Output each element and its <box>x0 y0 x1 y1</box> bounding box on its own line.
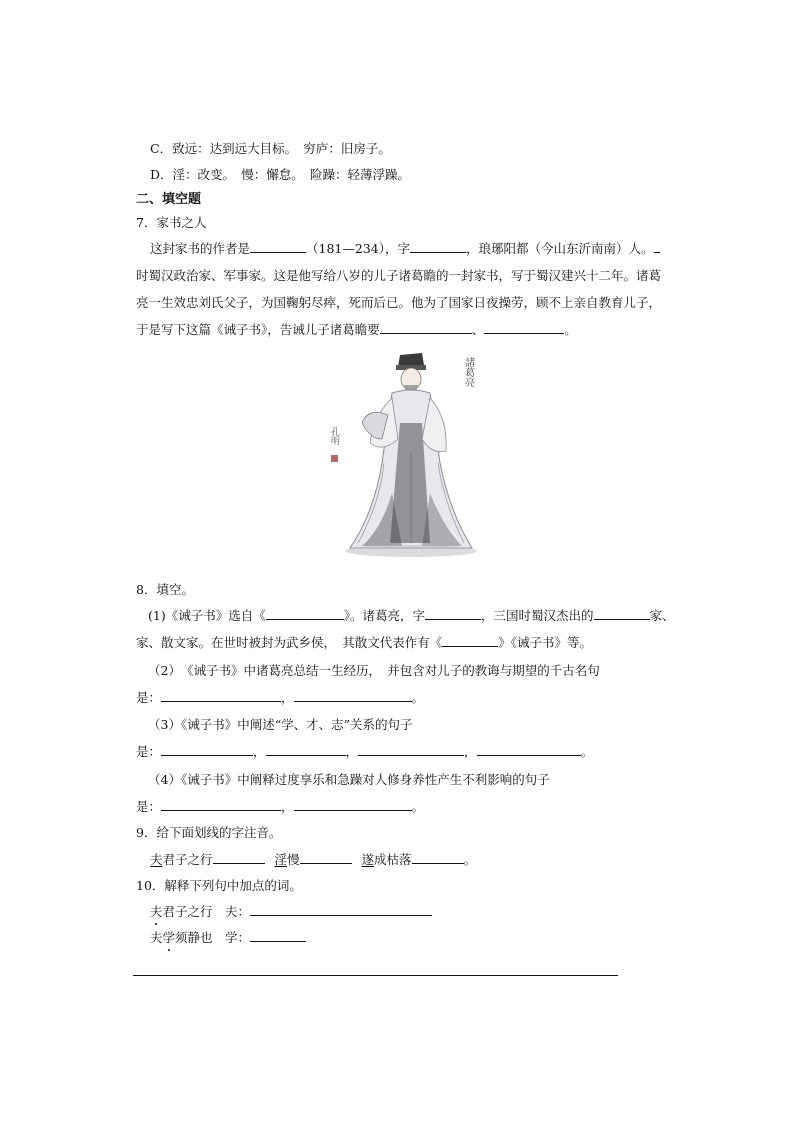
q7-text: 这封家书的作者是 <box>150 241 251 256</box>
q9-text: 慢 <box>287 852 300 867</box>
q8-blank-3d[interactable] <box>477 743 581 756</box>
q8-text: 。 <box>580 744 594 759</box>
q8-sub4: （4）《诫子书》中阐释过度享乐和急躁对人修身养性产生不利影响的句子 <box>148 772 550 787</box>
q8-text: ，三国时蜀汉杰出的 <box>480 608 594 623</box>
q9-underlined-char: 淫 <box>274 852 288 867</box>
q8-sub3: （3）《诫子书》中阐述“学、才、志”关系的句子 <box>148 717 413 732</box>
portrait-inscription-left: 孔明 <box>329 427 339 445</box>
q10-title: 10．解释下列句中加点的词。 <box>136 878 302 893</box>
q10-dotted-char: 学 <box>162 930 176 945</box>
q8-text: 。 <box>411 799 425 814</box>
q8-text: 是： <box>136 799 162 814</box>
q8-blank-role[interactable] <box>594 607 650 620</box>
q9-text: 君子之行 <box>162 852 213 867</box>
q8-sub1-line1 <box>148 606 675 624</box>
q9-blank-2[interactable] <box>300 851 352 864</box>
q8-text: 。 <box>411 690 425 705</box>
q9-words <box>150 850 476 868</box>
q8-blank-source[interactable] <box>266 607 344 620</box>
q9-blank-3[interactable] <box>412 851 464 864</box>
q7-text: 于是写下这篇《诫子书》，告诫儿子诸葛瞻要 <box>136 322 380 337</box>
q8-sub2: （2） 《诫子书》中诸葛亮总结一生经历， 并包含对儿子的教诲与期望的千古名句 <box>148 663 600 678</box>
q7-blank-zi[interactable] <box>410 240 466 253</box>
q7-title: 7．家书之人 <box>136 215 207 230</box>
q8-text: ， <box>281 799 294 814</box>
q8-blank-2b[interactable] <box>294 689 412 702</box>
option-c: C．致远：达到远大目标。 穷庐：旧房子。 <box>150 141 391 156</box>
q7-text: ，琅琊阳都（今山东沂南南）人。 <box>465 241 654 256</box>
q9-blank-1[interactable] <box>213 851 265 864</box>
q9-underlined-char: 遂 <box>361 852 375 867</box>
option-d: D．淫：改变。 慢：懈怠。 险躁：轻薄浮躁。 <box>150 167 411 182</box>
q9-text: 。 <box>463 852 477 867</box>
portrait-inscription-right: 諸葛亮 <box>462 357 474 387</box>
q7-blank-2[interactable] <box>484 321 564 334</box>
q8-sub4-answer <box>136 797 424 815</box>
q7-text: （181—234），字 <box>306 241 410 256</box>
q7-line-2: 时蜀汉政治家、军事家。这是他写给八岁的儿子诸葛瞻的一封家书，写于蜀汉建兴十二年。诸葛 <box>136 268 662 283</box>
q10-blank-2[interactable] <box>250 929 306 942</box>
q8-blank-3b[interactable] <box>266 743 346 756</box>
section-title: 二、填空题 <box>136 192 202 207</box>
q9-text: 成枯落 <box>374 852 412 867</box>
q10-text: 夫 <box>150 930 163 945</box>
q7-text: 、 <box>471 322 485 337</box>
q10-dotted-char: 夫 <box>150 904 163 919</box>
portrait-seal-stamp <box>331 455 338 462</box>
q8-text: ， <box>345 744 359 759</box>
q8-text: (1)《诫子书》选自《 <box>148 608 266 623</box>
q8-text: 》。诸葛亮，字 <box>343 608 425 623</box>
q8-blank-4a[interactable] <box>161 798 281 811</box>
zhuge-liang-portrait <box>322 343 492 568</box>
q8-text: ， <box>464 744 477 759</box>
q10-text: 须静也 学： <box>175 930 251 945</box>
q8-title: 8．填空。 <box>136 582 194 597</box>
q7-blank-author[interactable] <box>250 240 306 253</box>
q10-text: 君子之行 夫： <box>162 904 251 919</box>
q8-text: ， <box>281 690 294 705</box>
q7-line-4 <box>136 320 577 338</box>
q8-text: 》《诫子书》等。 <box>498 635 593 650</box>
q8-text: 家、 <box>649 608 675 623</box>
q10-blank-1[interactable] <box>250 903 432 916</box>
q10-row-2 <box>150 928 306 946</box>
q8-sub3-answer <box>136 742 593 760</box>
q8-blank-work[interactable] <box>442 634 498 647</box>
q8-text: 是： <box>136 690 162 705</box>
q8-text: 家、散文家。在世时被封为武乡侯， 其散文代表作有《 <box>136 635 443 650</box>
q10-row-1 <box>150 902 432 920</box>
q8-sub2-answer <box>136 688 424 706</box>
q8-blank-2a[interactable] <box>161 689 281 702</box>
q8-text: 是： <box>136 744 162 759</box>
q8-blank-3a[interactable] <box>161 743 253 756</box>
q7-blank-1[interactable] <box>380 321 472 334</box>
q8-sub1-line2 <box>136 633 592 651</box>
q9-title: 9．给下面划线的字注音。 <box>136 825 282 840</box>
q8-blank-zi[interactable] <box>425 607 481 620</box>
q7-text: 。 <box>564 322 577 337</box>
page-bottom-rule <box>133 975 618 976</box>
q7-blank-dynasty[interactable] <box>654 240 660 253</box>
q8-blank-4b[interactable] <box>294 798 412 811</box>
q8-text: ， <box>253 744 266 759</box>
q7-line-3: 亮一生效忠刘氏父子，为国鞠躬尽瘁，死而后已。他为了国家日夜操劳，顾不上亲自教育儿子， <box>136 295 662 310</box>
q9-underlined-char: 夫 <box>150 852 163 867</box>
q7-line-1 <box>150 239 660 257</box>
q8-blank-3c[interactable] <box>358 743 464 756</box>
